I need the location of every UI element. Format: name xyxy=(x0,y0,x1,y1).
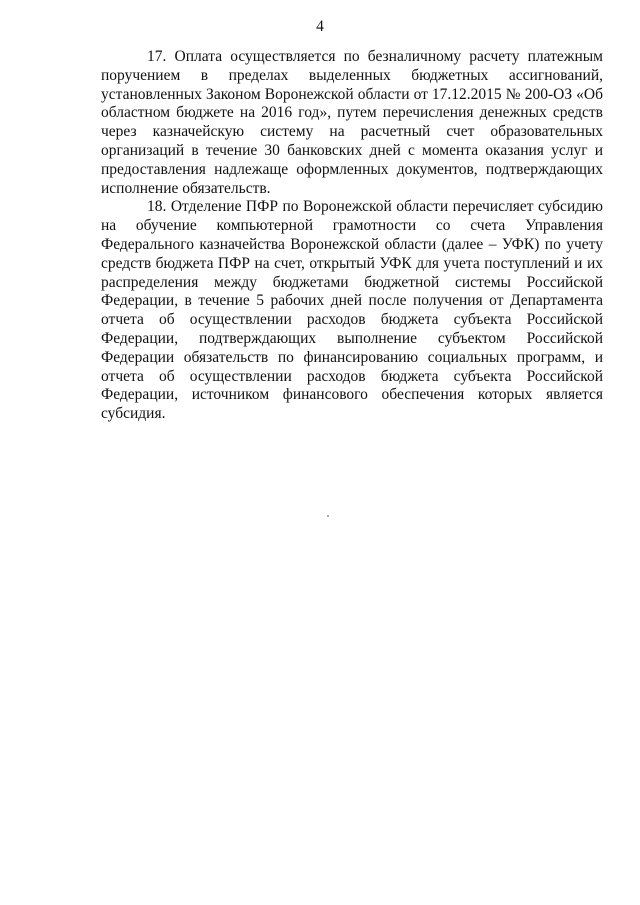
paragraph-text: Оплата осуществляется по безналичному расчету платежным поручением в пределах выделенных бюджетных ассигнований, установленных Законом Воронежской области от 17.12.2015 № 200-ОЗ «Об областном бюджете на 2016 год», путем перечисления денежных средств через казначейскую систему на расчетный счет образовательных организаций в течение 30 банковских дней с момента оказания услуг и предоставления надлежаще оформленных документов, подтверждающих исполнение обязательств. xyxy=(101,48,603,197)
page-number: 4 xyxy=(316,18,324,35)
paragraph-18 xyxy=(101,198,603,424)
paragraph-number: 17. xyxy=(147,48,167,65)
scan-speck xyxy=(327,515,329,517)
document-body xyxy=(101,48,603,424)
paragraph-text: Отделение ПФР по Воронежской области перечисляет субсидию на обучение компьютерной грамотности со счета Управления Федерального казначейства Воронежской области (далее – УФК) по учету средств бюджета ПФР на счет, открытый УФК для учета поступлений и их распределения между бюджетами бюджетной системы Российской Федерации, в течение 5 рабочих дней после получения от Департамента отчета об осуществлении расходов бюджета субъекта Российской Федерации, подтверждающих выполнение субъектом Российской Федерации обязательств по финансированию социальных программ, и отчета об осуществлении расходов бюджета субъекта Российской Федерации, источником финансового обеспечения которых является субсидия. xyxy=(101,198,603,423)
paragraph-number: 18. xyxy=(147,198,167,216)
paragraph-17 xyxy=(101,48,603,198)
